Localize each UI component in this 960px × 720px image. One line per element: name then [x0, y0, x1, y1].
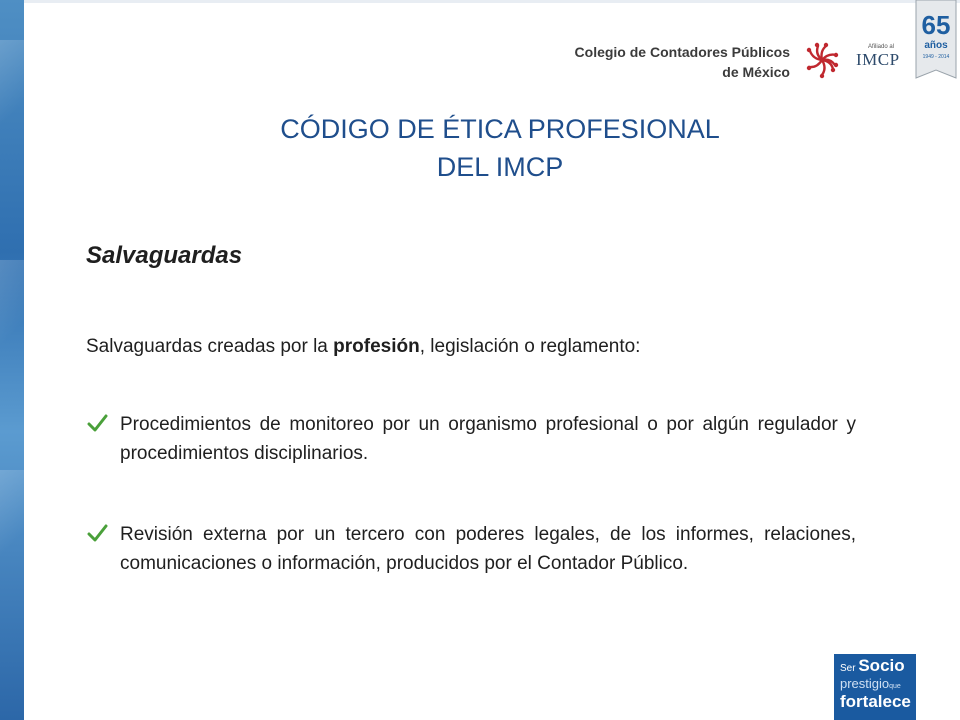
imcp-flower-icon [798, 36, 846, 84]
intro-text-after: , legislación o reglamento: [419, 336, 641, 357]
slide-title [180, 110, 820, 186]
band-facet [0, 40, 24, 160]
bullet-text: Revisión externa por un tercero con poderes legales, de los informes, relaciones, comunicaciones o información, producidos por el Contador Público. [120, 524, 856, 574]
left-decorative-band [0, 0, 24, 720]
brand-header [560, 38, 920, 88]
affiliate-block [856, 44, 916, 70]
band-facet [0, 260, 24, 380]
brand-name-line1: Colegio de Contadores Públicos [574, 44, 790, 60]
tile-small1: Ser [840, 663, 856, 674]
band-facet [0, 470, 24, 590]
intro-text-bold: profesión [333, 336, 420, 357]
badge-word: años [924, 40, 948, 51]
bullet-text: Procedimientos de monitoreo por un organismo profesional o por algún regulador y procedimientos disciplinarios. [120, 414, 856, 464]
intro-text-before: Salvaguardas creadas por la [86, 336, 334, 357]
tile-big2: fortalece [840, 692, 911, 711]
brand-name-line2: de México [722, 64, 790, 80]
tile-small2: prestigio [840, 676, 890, 691]
affiliate-label: Afiliado al [868, 44, 895, 50]
badge-number: 65 [921, 10, 951, 40]
title-line1: CÓDIGO DE ÉTICA PROFESIONAL [280, 114, 720, 144]
tile-line1 [840, 658, 910, 676]
check-icon [86, 522, 108, 544]
header-rule [24, 0, 960, 3]
section-heading: Salvaguardas [86, 242, 243, 269]
intro-paragraph [86, 336, 866, 358]
title-line2: DEL IMCP [436, 152, 564, 182]
tile-tiny: que [889, 683, 901, 690]
badge-years: 1949 - 2014 [922, 54, 950, 60]
campaign-logo-tile [834, 654, 916, 720]
tile-big1: Socio [858, 656, 905, 675]
anniversary-badge [914, 0, 958, 86]
affiliate-name: IMCP [856, 50, 900, 69]
brand-name [560, 42, 790, 82]
check-icon [86, 412, 108, 434]
